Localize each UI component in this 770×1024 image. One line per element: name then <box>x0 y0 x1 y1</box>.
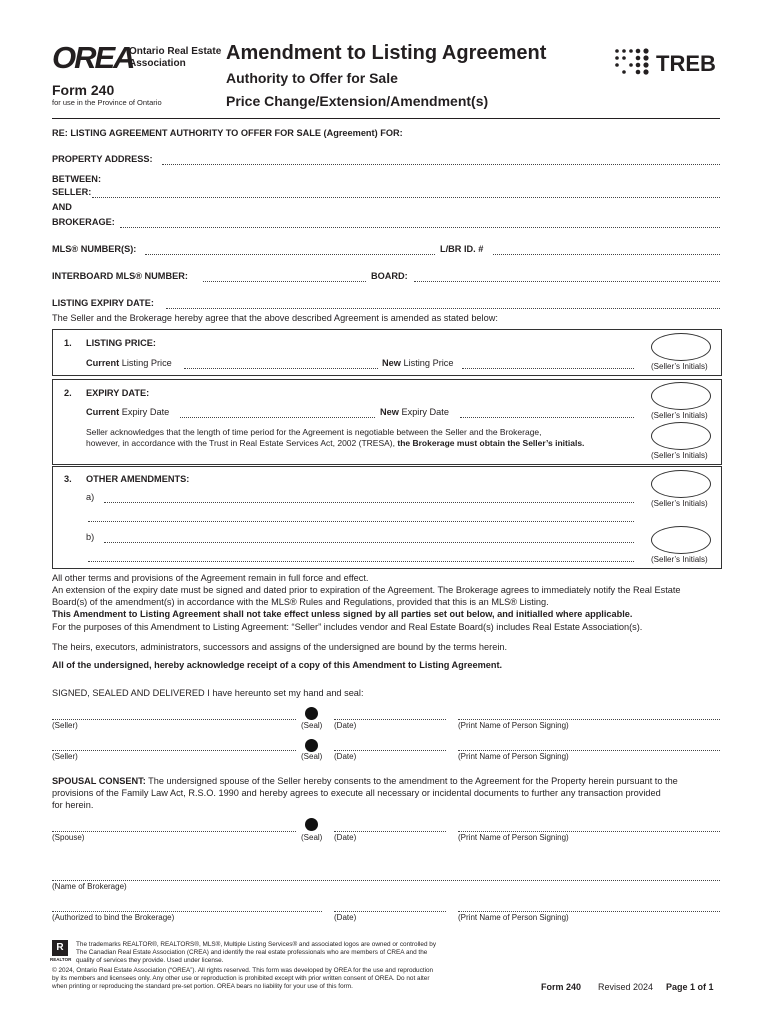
s3-initials-oval-2[interactable] <box>651 526 711 554</box>
property-address-label: PROPERTY ADDRESS: <box>52 154 153 164</box>
trademark-2: The Canadian Real Estate Association (CREA) and identify the real estate professionals who are members of CREA and the <box>76 949 428 956</box>
brokerage-name-label: (Name of Brokerage) <box>52 882 127 891</box>
authorized-date[interactable] <box>334 911 446 912</box>
footer-page: Page 1 of 1 <box>666 982 714 992</box>
intro-text: The Seller and the Brokerage hereby agree that the above described Agreement is amended as stated below: <box>52 313 498 323</box>
terms-p2: An extension of the expiry date must be signed and dated prior to expiration of the Agreement. The Brokerage agrees to immediately notify the Real Estate <box>52 585 681 595</box>
section-expiry-date <box>52 379 722 465</box>
seal-1-icon <box>305 707 318 720</box>
s1-current-text: Listing Price <box>121 358 172 368</box>
s2-sellers-initials-1: (Seller’s Initials) <box>651 411 708 420</box>
treb-logo: TREB <box>656 51 716 76</box>
terms-p3: Board(s) of the amendment(s) in accordance with the MLS® Rules and Regulations, provided that this is an MLS® Listing. <box>52 597 549 607</box>
date-2-label: (Date) <box>334 752 357 761</box>
date-4-label: (Date) <box>334 913 357 922</box>
terms-p7: All of the undersigned, hereby acknowledge receipt of a copy of this Amendment to Listing Agreement. <box>52 660 503 670</box>
footer-revised: Revised 2024 <box>598 982 654 992</box>
s3-a-label: a) <box>86 492 95 502</box>
s2-initials-oval-2[interactable] <box>651 422 711 450</box>
interboard-label: INTERBOARD MLS® NUMBER: <box>52 271 188 281</box>
date-1-label: (Date) <box>334 721 357 730</box>
s1-number: 1. <box>64 338 72 348</box>
seller-label: SELLER: <box>52 187 92 197</box>
subtitle-2: Price Change/Extension/Amendment(s) <box>226 93 489 109</box>
s2-note-2-text: however, in accordance with the Trust in Real Estate Services Act, 2002 (TRESA), <box>86 438 395 448</box>
seller-2-print-name[interactable] <box>458 750 720 751</box>
realtor-logo-text: REALTOR <box>50 957 72 962</box>
seller-field[interactable] <box>92 197 720 198</box>
print-1-label: (Print Name of Person Signing) <box>458 721 569 730</box>
treb-dots-icon <box>613 47 653 75</box>
spousal-consent-bold: SPOUSAL CONSENT: <box>52 776 146 786</box>
amendment-a-field-2[interactable] <box>88 521 634 522</box>
s3-title: OTHER AMENDMENTS: <box>86 474 190 484</box>
print-4-label: (Print Name of Person Signing) <box>458 913 569 922</box>
lbr-id-label: L/BR ID. # <box>440 244 484 254</box>
seller-1-date[interactable] <box>334 719 446 720</box>
current-expiry-date-field[interactable] <box>180 417 375 418</box>
spousal-consent-text: The undersigned spouse of the Seller hereby consents to the amendment to the Agreement for the Property herein pursuant to the <box>148 776 678 786</box>
terms-p1: All other terms and provisions of the Agreement remain in full force and effect. <box>52 573 369 583</box>
s1-sellers-initials: (Seller’s Initials) <box>651 362 708 371</box>
s1-current-line <box>86 358 172 368</box>
date-3-label: (Date) <box>334 833 357 842</box>
terms-p5: For the purposes of this Amendment to Listing Agreement: “Seller” includes vendor and Real Estate Board(s) includes Real Estate Association(s). <box>52 622 643 632</box>
s2-number: 2. <box>64 388 72 398</box>
orea-logo: OREA <box>52 40 134 75</box>
seal-2-icon <box>305 739 318 752</box>
seal-3-label: (Seal) <box>301 833 323 842</box>
spousal-consent-2: provisions of the Family Law Act, R.S.O. 1990 and hereby agrees to execute all necessary or incidental documents to further any transaction provided <box>52 788 661 798</box>
s2-current-bold: Current <box>86 407 120 417</box>
s3-number: 3. <box>64 474 72 484</box>
spouse-date[interactable] <box>334 831 446 832</box>
trademark-1: The trademarks REALTOR®, REALTORS®, MLS®, Multiple Listing Services® and associated logos are owned or controlled by <box>76 941 437 948</box>
page-title: Amendment to Listing Agreement <box>226 42 547 64</box>
copyright-1: © 2024, Ontario Real Estate Association (“OREA”). All rights reserved. This form was developed by OREA for the use and reproduction <box>52 967 434 974</box>
listing-expiry-label: LISTING EXPIRY DATE: <box>52 298 154 308</box>
print-3-label: (Print Name of Person Signing) <box>458 833 569 842</box>
s1-new-bold: New <box>382 358 401 368</box>
s2-title: EXPIRY DATE: <box>86 388 150 398</box>
new-listing-price-field[interactable] <box>462 368 634 369</box>
seal-2-label: (Seal) <box>301 752 323 761</box>
amendment-b-field-2[interactable] <box>88 561 634 562</box>
amendment-b-field-1[interactable] <box>104 542 634 543</box>
seller-2-label: (Seller) <box>52 752 78 761</box>
copyright-3: when printing or reproducing the standard pre-set portion. OREA bears no liability for your use of this form. <box>52 983 353 990</box>
seller-1-signature[interactable] <box>52 719 296 720</box>
seller-1-print-name[interactable] <box>458 719 720 720</box>
orea-name-line1: Ontario Real Estate <box>129 46 222 57</box>
form-scope: for use in the Province of Ontario <box>52 98 162 107</box>
s2-note-2-bold: the Brokerage must obtain the Seller’s initials. <box>397 438 585 448</box>
s1-new-text: Listing Price <box>403 358 454 368</box>
brokerage-field[interactable] <box>120 227 720 228</box>
s2-current-line <box>86 407 169 417</box>
board-field[interactable] <box>414 281 720 282</box>
current-listing-price-field[interactable] <box>184 368 378 369</box>
seal-3-icon <box>305 818 318 831</box>
s2-current-text: Expiry Date <box>121 407 170 417</box>
s3-b-label: b) <box>86 532 95 542</box>
terms-p6: The heirs, executors, administrators, successors and assigns of the undersigned are bound by the terms herein. <box>52 642 508 652</box>
copyright-2: by its members and licensees only. Any other use or reproduction is prohibited except with prior written consent of OREA. Do not alter <box>52 975 430 982</box>
header-rule <box>52 118 720 119</box>
brokerage-label: BROKERAGE: <box>52 217 115 227</box>
new-expiry-date-field[interactable] <box>460 417 634 418</box>
s2-new-bold: New <box>380 407 399 417</box>
trademark-3: quality of services they provide. Used under license. <box>76 957 224 964</box>
lbr-id-field[interactable] <box>493 254 720 255</box>
and-label: AND <box>52 202 72 212</box>
footer-form-number: Form 240 <box>541 982 582 992</box>
s1-new-line <box>382 358 454 368</box>
authorized-signature[interactable] <box>52 911 322 912</box>
s1-current-bold: Current <box>86 358 120 368</box>
s2-note-1: Seller acknowledges that the length of time period for the Agreement is negotiable between the Seller and the Brokerage, <box>86 427 542 437</box>
orea-name-line2: Association <box>129 58 186 69</box>
re-line: RE: LISTING AGREEMENT AUTHORITY TO OFFER FOR SALE (Agreement) FOR: <box>52 128 403 138</box>
seller-2-signature[interactable] <box>52 750 296 751</box>
authorized-label: (Authorized to bind the Brokerage) <box>52 913 175 922</box>
subtitle-1: Authority to Offer for Sale <box>226 70 398 86</box>
mls-number-field[interactable] <box>145 254 435 255</box>
property-address-field[interactable] <box>162 164 720 165</box>
s3-sellers-initials-1: (Seller’s Initials) <box>651 499 708 508</box>
s2-sellers-initials-2: (Seller’s Initials) <box>651 451 708 460</box>
spouse-label: (Spouse) <box>52 833 85 842</box>
s2-initials-oval-1[interactable] <box>651 382 711 410</box>
spousal-consent-1 <box>52 776 678 786</box>
s3-sellers-initials-2: (Seller’s Initials) <box>651 555 708 564</box>
mls-number-label: MLS® NUMBER(S): <box>52 244 137 254</box>
s3-initials-oval-1[interactable] <box>651 470 711 498</box>
signed-line: SIGNED, SEALED AND DELIVERED I have hereunto set my hand and seal: <box>52 688 364 698</box>
seal-1-label: (Seal) <box>301 721 323 730</box>
s2-new-line <box>380 407 449 417</box>
s2-note-2 <box>86 438 584 448</box>
interboard-field[interactable] <box>203 281 366 282</box>
board-label: BOARD: <box>371 271 408 281</box>
seller-2-date[interactable] <box>334 750 446 751</box>
spousal-consent-3: for herein. <box>52 800 94 810</box>
print-2-label: (Print Name of Person Signing) <box>458 752 569 761</box>
seller-1-label: (Seller) <box>52 721 78 730</box>
listing-expiry-field[interactable] <box>166 308 720 309</box>
s1-title: LISTING PRICE: <box>86 338 156 348</box>
authorized-print-name[interactable] <box>458 911 720 912</box>
realtor-logo: R <box>52 940 68 956</box>
spouse-print-name[interactable] <box>458 831 720 832</box>
brokerage-name-field[interactable] <box>52 880 720 881</box>
between-label: BETWEEN: <box>52 174 101 184</box>
amendment-a-field-1[interactable] <box>104 502 634 503</box>
s2-new-text: Expiry Date <box>401 407 449 417</box>
spouse-signature[interactable] <box>52 831 296 832</box>
s1-initials-oval[interactable] <box>651 333 711 361</box>
form-label: Form 240 <box>52 82 115 98</box>
terms-p4: This Amendment to Listing Agreement shall not take effect unless signed by all parties set out below, and initialled where applicable. <box>52 609 633 619</box>
